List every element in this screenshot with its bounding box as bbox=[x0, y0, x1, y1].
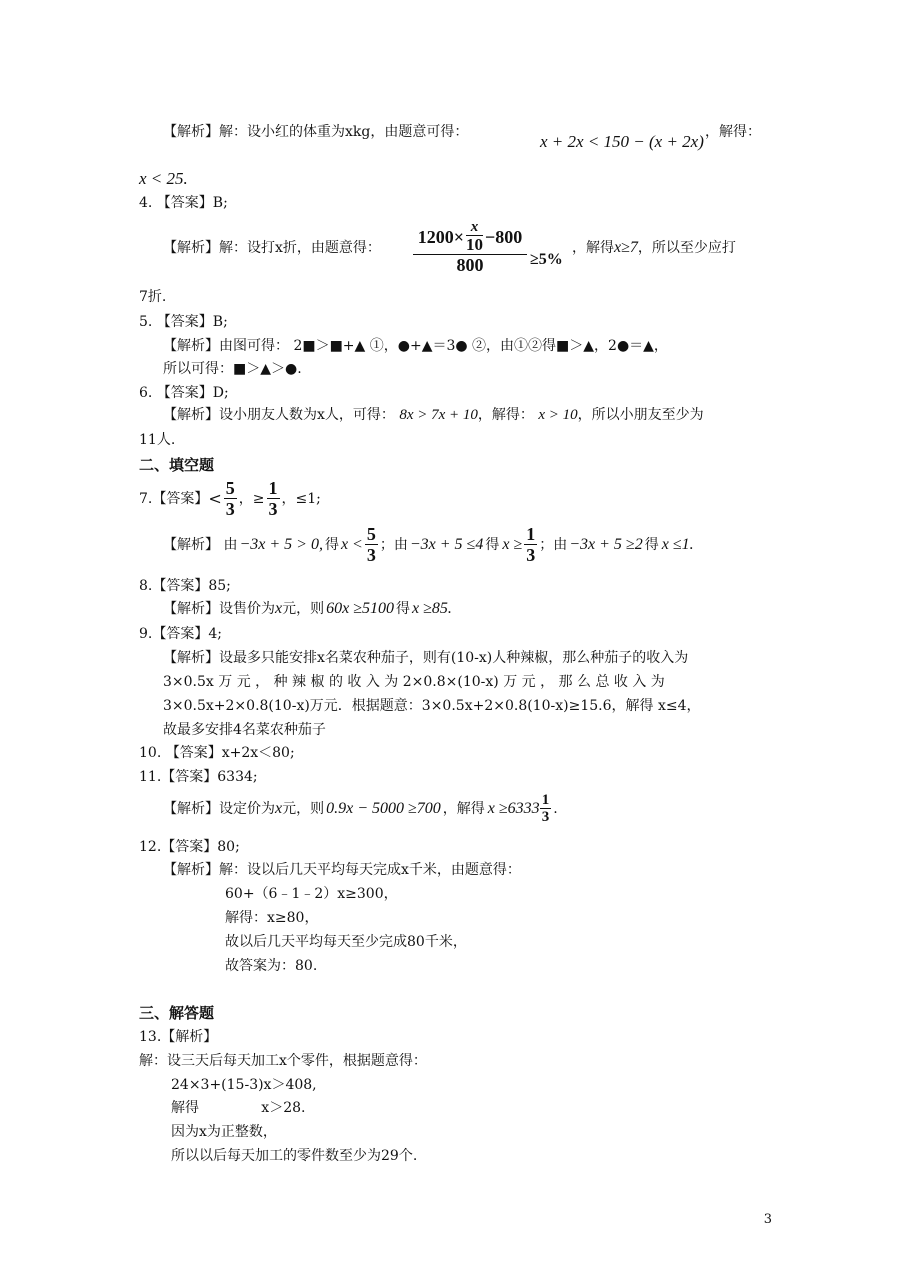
q11-f-num: 1 bbox=[541, 792, 550, 808]
q7-an-f-den: 3 bbox=[366, 545, 376, 565]
q3-equation: x + 2x < 150 − (x + 2x) bbox=[540, 132, 704, 151]
q11-analysis bbox=[163, 792, 558, 825]
q8-an-d: x ≥85. bbox=[412, 600, 452, 617]
q7-lt: < bbox=[208, 488, 222, 508]
q13-line-1: 解：设三天后每天加工x个零件，根据题意得： bbox=[139, 1053, 427, 1069]
q6-tail: ，所以小朋友至少为 bbox=[577, 407, 704, 423]
q7-an-c: x < bbox=[340, 535, 363, 553]
q12-line-5: 故答案为：80. bbox=[225, 958, 318, 974]
q7-an-eq1: −3x + 5 > 0, bbox=[239, 535, 323, 553]
q4-solve bbox=[572, 238, 736, 258]
section-2-heading: 二、填空题 bbox=[139, 456, 215, 474]
q11-an-b: 元，则 bbox=[282, 800, 325, 817]
q11-an-e: . bbox=[553, 800, 558, 817]
q3-result-value: x < 25 bbox=[139, 169, 184, 188]
q4-solve-tail: ，所以至少应打 bbox=[637, 240, 736, 256]
q6-eq-1: 8x > 7x + 10 bbox=[399, 407, 478, 423]
q7-an-g-num: 1 bbox=[526, 524, 536, 544]
q12-line-1: 【解析】解：设以后几天平均每天完成x千米，由题意得： bbox=[163, 862, 521, 878]
q5-answer: 5. 【答案】B; bbox=[139, 314, 228, 330]
q3-result-tail: . bbox=[183, 169, 188, 188]
q12-answer: 12.【答案】80; bbox=[139, 839, 240, 855]
q6-solve-text: ，解得： bbox=[477, 407, 534, 423]
q8-an-eq: 60x ≥5100 bbox=[326, 600, 394, 617]
q7-an-d: ；由 bbox=[379, 536, 408, 553]
q9-line-2: 3×0.5x 万 元 ， 种 辣 椒 的 收 入 为 2×0.8×(10-x) 万 元 ， 那 么 总 收 入 为 bbox=[163, 674, 665, 690]
q4-fraction bbox=[413, 219, 527, 275]
q7-an-i: 得 bbox=[644, 536, 659, 553]
q13-line-5: 所以以后每天加工的零件数至少为29个. bbox=[171, 1148, 418, 1164]
q11-an-eq: 0.9x − 5000 ≥700 bbox=[326, 799, 441, 817]
q8-analysis bbox=[163, 599, 452, 619]
q11-answer: 11.【答案】6334; bbox=[139, 769, 258, 785]
q7-an-eq3: −3x + 5 ≥2 bbox=[569, 535, 643, 553]
q4-inner-den: 10 bbox=[466, 235, 483, 254]
q7-an-f-num: 5 bbox=[366, 524, 376, 544]
q7-an-eq2: −3x + 5 ≤4 bbox=[409, 535, 484, 553]
q7-f1-den: 3 bbox=[225, 499, 235, 519]
q3-analysis-text: 【解析】解：设小红的体重为xkg，由题意可得： bbox=[163, 124, 469, 140]
q10-answer: 10. 【答案】x+2x＜80; bbox=[139, 745, 295, 761]
q12-line-3: 解得：x≥80， bbox=[225, 910, 319, 926]
q6-analysis-text: 【解析】设小朋友人数为x人，可得： bbox=[163, 407, 395, 423]
q7-analysis bbox=[163, 524, 694, 565]
q13-line-4: 因为x为正整数， bbox=[171, 1124, 277, 1140]
q3-result bbox=[139, 169, 188, 189]
q9-line-3: 3×0.5x+2×0.8(10-x)万元．根据题意：3×0.5x+2×0.8(10-x)≥15.6，解得 x≤4， bbox=[163, 698, 701, 714]
q7-an-a: 【解析】 由 bbox=[163, 536, 238, 553]
q7-an-b: 得 bbox=[324, 536, 339, 553]
q4-ge-percent: ≥5% bbox=[530, 251, 563, 268]
q13-label: 13.【解析】 bbox=[139, 1029, 218, 1045]
q6-analysis bbox=[163, 405, 704, 425]
q4-solve-value: x≥7 bbox=[614, 239, 638, 256]
q4-answer: 4. 【答案】B; bbox=[139, 195, 228, 211]
q13-line-2: 24×3+(15-3)x＞408, bbox=[171, 1077, 317, 1093]
q9-line-1: 【解析】设最多只能安排x名菜农种茄子，则有(10-x)人种辣椒，那么种茄子的收入为 bbox=[163, 650, 689, 666]
q11-an-x: x bbox=[275, 799, 283, 817]
q7-an-j: x ≤1. bbox=[661, 535, 694, 553]
q7-f2-den: 3 bbox=[268, 499, 278, 519]
q9-line-4: 故最多安排4名菜农种茄子 bbox=[163, 722, 326, 738]
q4-frac-num-a: 1200× bbox=[417, 226, 464, 247]
q12-line-2: 60+（6﹣1﹣2）x≥300， bbox=[225, 886, 398, 902]
q9-answer: 9.【答案】4; bbox=[139, 626, 222, 642]
q7-sep: ， bbox=[238, 490, 253, 507]
q3-solve-text: ，解得： bbox=[705, 124, 761, 140]
q4-analysis-text: 【解析】解：设打x折，由题意得： bbox=[163, 240, 381, 256]
q7-f1-num: 5 bbox=[225, 478, 235, 498]
q8-an-a: 【解析】设售价为 bbox=[163, 601, 275, 617]
q7-label: 7.【答案】 bbox=[139, 490, 209, 507]
q7-f2-num: 1 bbox=[268, 478, 278, 498]
q11-an-c: ，解得 bbox=[442, 800, 485, 817]
section-3-heading: 三、解答题 bbox=[139, 1004, 215, 1022]
q6-eq-2: x > 10 bbox=[538, 407, 578, 423]
q4-wrap: 7折. bbox=[139, 289, 167, 305]
q7-an-h: ；由 bbox=[539, 536, 568, 553]
q4-inner-num: x bbox=[470, 219, 479, 235]
q6-answer: 6. 【答案】D; bbox=[139, 385, 229, 401]
q11-an-d: x ≥6333 bbox=[487, 799, 540, 817]
q11-f-den: 3 bbox=[541, 809, 550, 825]
q4-solve-text: ，解得 bbox=[572, 240, 614, 256]
q8-an-b: 元，则 bbox=[282, 601, 325, 617]
page-number: 3 bbox=[763, 1212, 772, 1227]
q6-wrap: 11人. bbox=[139, 432, 176, 448]
q4-frac-den: 800 bbox=[456, 255, 484, 275]
q7-ge: ≥ bbox=[252, 490, 265, 507]
q8-an-c: 得 bbox=[396, 601, 410, 617]
q5-line-2: 所以可得：■＞▲＞●. bbox=[163, 361, 302, 377]
q7-an-g-den: 3 bbox=[526, 545, 536, 565]
q8-an-x: x bbox=[275, 600, 283, 617]
q8-answer: 8.【答案】85; bbox=[139, 578, 231, 594]
q7-an-f: x ≥ bbox=[502, 535, 523, 553]
q4-frac-num-b: −800 bbox=[485, 226, 523, 247]
q7-tail: ，≤1; bbox=[281, 490, 321, 507]
q3-analysis-line bbox=[163, 122, 468, 142]
q11-an-a: 【解析】设定价为 bbox=[163, 800, 275, 817]
q12-line-4: 故以后几天平均每天至少完成80千米， bbox=[225, 934, 467, 950]
q7-an-e: 得 bbox=[485, 536, 500, 553]
q5-line-1: 【解析】由图可得： 2■＞■+▲ ①，●+▲＝3● ②，由①②得■＞▲，2●＝▲， bbox=[163, 338, 668, 354]
q13-line-3: 解得 x＞28. bbox=[171, 1100, 306, 1116]
q7-answer bbox=[139, 478, 321, 519]
